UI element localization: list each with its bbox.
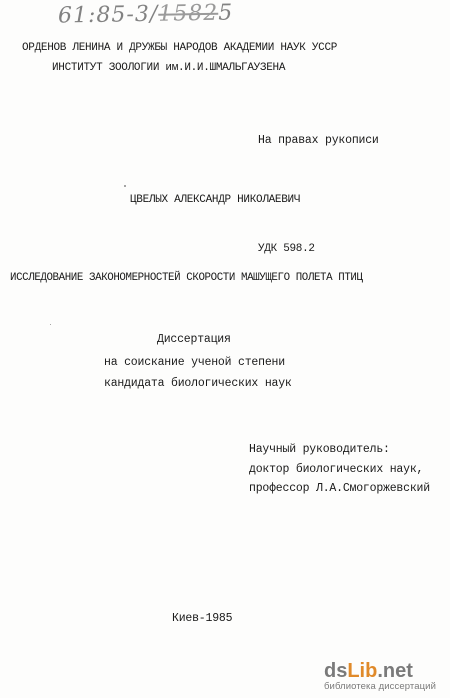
supervisor-line-2: доктор биологических наук, — [249, 463, 424, 476]
place-and-year: Киев-1985 — [172, 612, 233, 625]
degree-line-3: кандидата биологических наук — [104, 377, 292, 390]
supervisor-line-3: профессор Л.А.Смогоржевский — [249, 482, 430, 495]
rights-note: На правах рукописи — [258, 134, 379, 147]
author-name: ЦВЕЛЫХ АЛЕКСАНДР НИКОЛАЕВИЧ — [130, 194, 301, 206]
scan-speck — [124, 185, 126, 187]
scan-speck — [50, 324, 51, 325]
handwritten-struck: 1582 — [158, 0, 219, 27]
logo-net: .net — [377, 660, 413, 682]
watermark-subtitle: библиотека диссертаций — [324, 681, 436, 692]
header-line-2: ИНСТИТУТ ЗООЛОГИИ им.И.И.ШМАЛЬГАУЗЕНА — [52, 62, 286, 74]
degree-line-2: на соискание ученой степени — [104, 356, 285, 369]
supervisor-line-1: Научный руководитель: — [249, 443, 390, 456]
handwritten-prefix: 61:85-3/ — [57, 1, 159, 29]
logo-lib: Lib — [347, 660, 378, 682]
handwritten-archive-number — [58, 0, 234, 28]
dslib-watermark — [324, 661, 436, 692]
dslib-logo — [324, 661, 436, 681]
degree-line-1: Диссертация — [157, 333, 231, 346]
logo-ds: ds — [324, 660, 348, 682]
dissertation-title: ИССЛЕДОВАНИЕ ЗАКОНОМЕРНОСТЕЙ СКОРОСТИ МАШУЩЕГО ПОЛЕТА ПТИЦ — [10, 272, 363, 284]
handwritten-suffix: 5 — [218, 0, 234, 26]
udk-code: УДК 598.2 — [258, 243, 315, 255]
header-line-1: ОРДЕНОВ ЛЕНИНА И ДРУЖБЫ НАРОДОВ АКАДЕМИИ НАУК УССР — [22, 42, 338, 54]
